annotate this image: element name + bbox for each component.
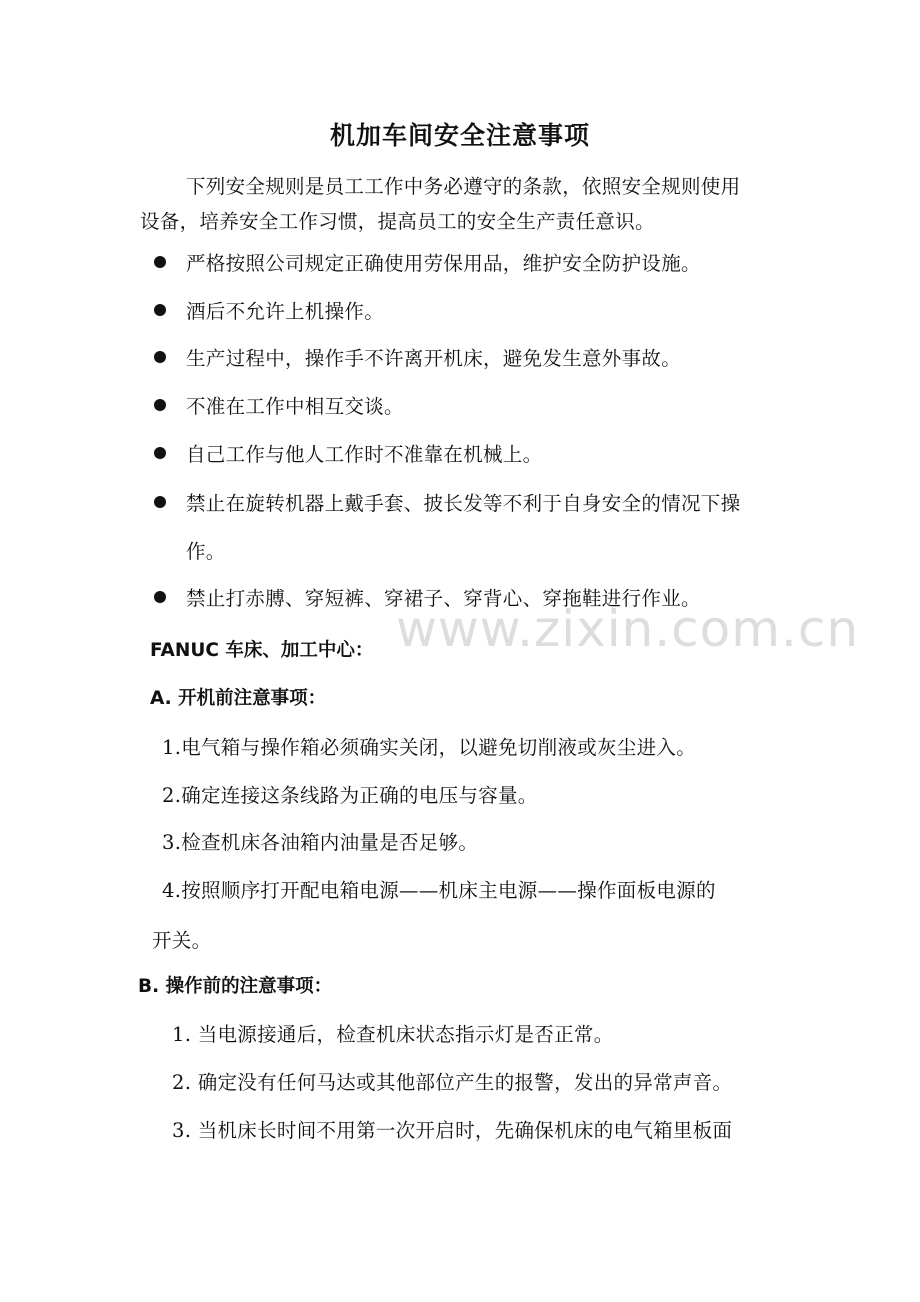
- section-b-item: 2. 确定没有任何马达或其他部位产生的报警，发出的异常声音。: [172, 1071, 733, 1094]
- section-a-item: 2.确定连接这条线路为正确的电压与容量。: [162, 784, 538, 807]
- section-b-heading: B. 操作前的注意事项：: [138, 976, 333, 997]
- rule-item: 严格按照公司规定正确使用劳保用品，维护安全防护设施。: [186, 252, 701, 275]
- intro-line-2: 设备，培养安全工作习惯，提高员工的安全生产责任意识。: [140, 210, 655, 233]
- fanuc-heading: FANUC 车床、加工中心：: [150, 640, 374, 661]
- rule-item: 禁止在旋转机器上戴手套、披长发等不利于自身安全的情况下操: [186, 492, 741, 515]
- bullet-icon: [154, 447, 166, 459]
- section-a-item: 1.电气箱与操作箱必须确实关闭，以避免切削液或灰尘进入。: [162, 736, 697, 759]
- rule-item: 不准在工作中相互交谈。: [186, 395, 404, 418]
- bullet-icon: [154, 351, 166, 363]
- bullet-icon: [154, 256, 166, 268]
- bullet-icon: [154, 399, 166, 411]
- bullet-icon: [154, 496, 166, 508]
- rule-item: 禁止打赤膊、穿短裤、穿裙子、穿背心、穿拖鞋进行作业。: [186, 587, 701, 610]
- intro-line-1: 下列安全规则是员工工作中务必遵守的条款，依照安全规则使用: [186, 175, 741, 198]
- rule-item-continuation: 作。: [186, 540, 226, 563]
- bullet-icon: [154, 591, 166, 603]
- watermark: www.zixin.com.cn: [396, 600, 860, 658]
- rule-item: 生产过程中，操作手不许离开机床，避免发生意外事故。: [186, 347, 682, 370]
- page-title: 机加车间安全注意事项: [329, 121, 590, 150]
- section-a-heading: A. 开机前注意事项：: [150, 688, 327, 709]
- bullet-icon: [154, 304, 166, 316]
- section-b-item: 1. 当电源接通后，检查机床状态指示灯是否正常。: [172, 1023, 614, 1046]
- rule-item: 自己工作与他人工作时不准靠在机械上。: [186, 443, 543, 466]
- section-b-item: 3. 当机床长时间不用第一次开启时，先确保机床的电气箱里板面: [172, 1119, 733, 1142]
- rule-item: 酒后不允许上机操作。: [186, 300, 385, 323]
- section-a-item: 4.按照顺序打开配电箱电源——机床主电源——操作面板电源的: [162, 879, 716, 902]
- section-a-item: 3.检查机床各油箱内油量是否足够。: [162, 831, 479, 854]
- section-a-item-continuation: 开关。: [152, 929, 212, 952]
